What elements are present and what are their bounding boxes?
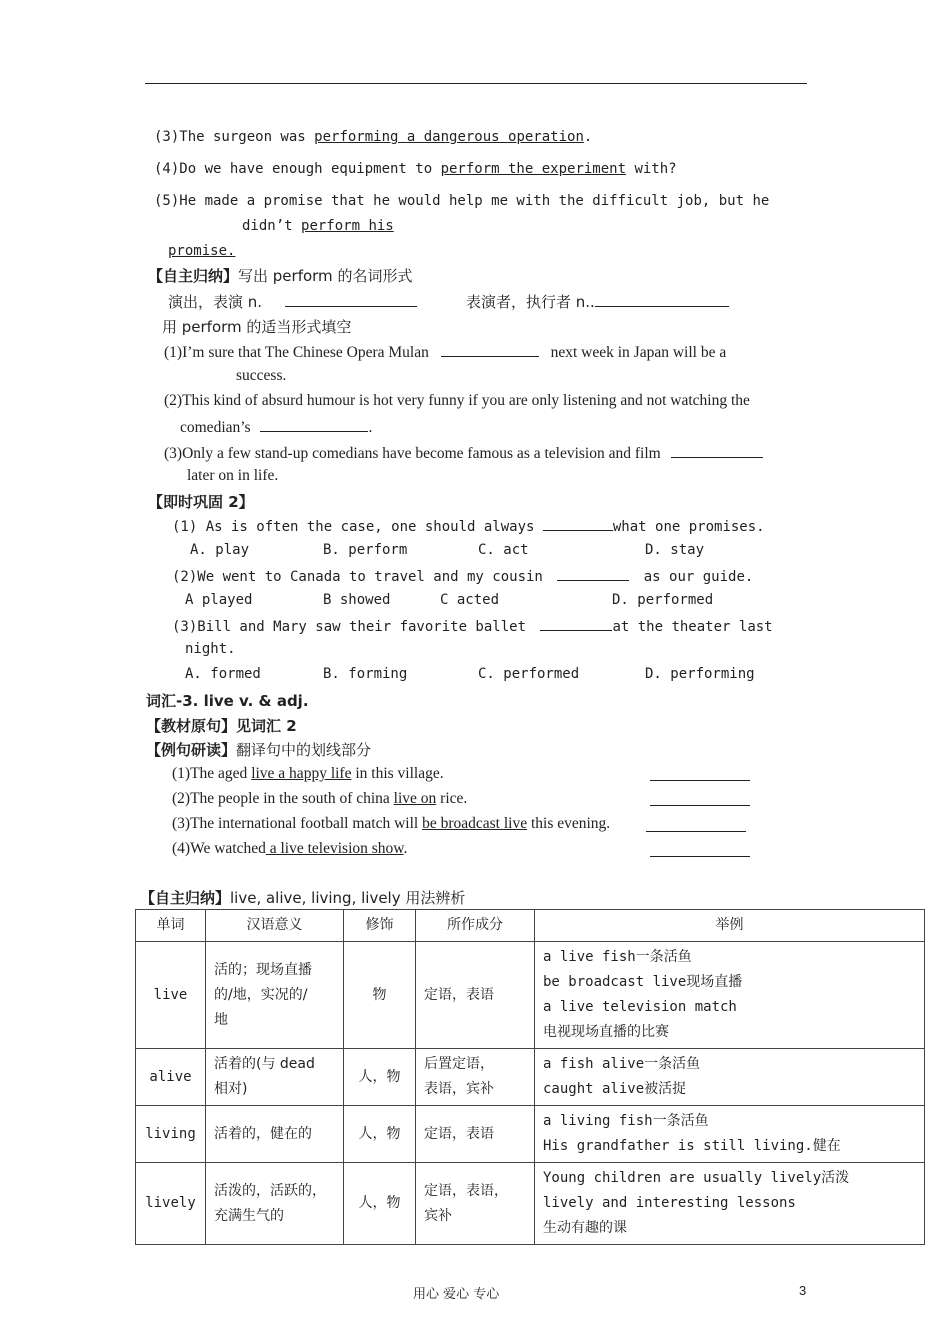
q3-option-c[interactable]: C. performed	[478, 666, 580, 682]
word-cell: alive	[136, 1049, 206, 1106]
table-header-row	[136, 910, 925, 942]
fill-question-2-line2: comedian’s .	[180, 419, 373, 436]
q2-option-d[interactable]: D. performed	[612, 592, 714, 608]
table-row	[136, 1106, 925, 1163]
answer-blank[interactable]	[650, 791, 750, 806]
q1-option-d[interactable]: D. stay	[645, 542, 705, 558]
live-example-3: (3)The international football match will be broadcast live this evening.	[172, 815, 611, 832]
practice-question-1: (1) As is often the case, one should always what one promises.	[172, 516, 765, 535]
modifies-cell: 物	[344, 942, 416, 1049]
q2-option-a[interactable]: A played	[185, 592, 253, 608]
word-cell: living	[136, 1106, 206, 1163]
study-heading: 【例句研读】翻译句中的划线部分	[146, 741, 372, 759]
table-header: 修饰	[344, 910, 416, 942]
page-number: 3	[799, 1283, 807, 1298]
live-example-2: (2)The people in the south of china live on rice.	[172, 790, 468, 807]
answer-blank[interactable]	[650, 842, 750, 857]
example-sentence-4: (4)Do we have enough equipment to perform the experiment with?	[154, 161, 677, 177]
answer-blank[interactable]	[285, 292, 417, 307]
q3-option-a[interactable]: A. formed	[185, 666, 261, 682]
summary-heading: 【自主归纳】写出 perform 的名词形式	[148, 267, 413, 285]
fill-instruction: 用 perform 的适当形式填空	[162, 318, 352, 336]
q2-option-b[interactable]: B showed	[323, 592, 391, 608]
role-cell: 定语，表语， 宾补	[416, 1163, 535, 1245]
q3-option-d[interactable]: D. performing	[645, 666, 755, 682]
word-cell: lively	[136, 1163, 206, 1245]
footer-motto: 用心 爱心 专心	[413, 1287, 500, 1302]
answer-blank[interactable]	[441, 342, 539, 357]
modifies-cell: 人，物	[344, 1163, 416, 1245]
table-row	[136, 1049, 925, 1106]
fill-question-2: (2)This kind of absurd humour is hot very funny if you are only listening and not watching the	[164, 392, 750, 409]
q1-option-a[interactable]: A. play	[190, 542, 250, 558]
example-sentence-5-line2: didn’t perform his	[242, 218, 394, 234]
vocab-heading: 词汇-3. live v. & adj.	[146, 692, 309, 710]
modifies-cell: 人，物	[344, 1049, 416, 1106]
examples-cell: a live fish一条活鱼 be broadcast live现场直播 a live television match 电视现场直播的比赛	[535, 942, 925, 1049]
usage-table	[135, 909, 925, 1245]
q3-option-b[interactable]: B. forming	[323, 666, 408, 682]
role-cell: 后置定语， 表语，宾补	[416, 1049, 535, 1106]
answer-blank[interactable]	[595, 292, 729, 307]
role-cell: 定语，表语	[416, 942, 535, 1049]
noun-form-1: 演出，表演 n.	[168, 291, 417, 312]
source-sentence-heading: 【教材原句】见词汇 2	[146, 717, 297, 735]
usage-heading: 【自主归纳】live, alive, living, lively 用法辨析	[140, 889, 466, 907]
answer-blank[interactable]	[540, 616, 612, 631]
table-row	[136, 942, 925, 1049]
practice-question-2: (2)We went to Canada to travel and my cousin as our guide.	[172, 566, 753, 585]
answer-blank[interactable]	[543, 516, 613, 531]
role-cell: 定语，表语	[416, 1106, 535, 1163]
examples-cell: a living fish一条活鱼 His grandfather is still living.健在	[535, 1106, 925, 1163]
examples-cell: a fish alive一条活鱼 caught alive被活捉	[535, 1049, 925, 1106]
example-sentence-3: (3)The surgeon was performing a dangerous operation.	[154, 129, 593, 145]
noun-form-2: 表演者，执行者 n..	[466, 291, 729, 312]
meaning-cell: 活着的(与 dead 相对)	[206, 1049, 344, 1106]
q2-option-c[interactable]: C acted	[440, 592, 500, 608]
practice-heading: 【即时巩固 2】	[148, 493, 254, 511]
live-example-1: (1)The aged live a happy life in this village.	[172, 765, 444, 782]
answer-blank[interactable]	[260, 417, 368, 432]
examples-cell: Young children are usually lively活泼 lively and interesting lessons 生动有趣的课	[535, 1163, 925, 1245]
fill-question-3: (3)Only a few stand-up comedians have become famous as a television and film	[164, 443, 763, 463]
answer-blank[interactable]	[650, 766, 750, 781]
answer-blank[interactable]	[646, 817, 746, 832]
table-row	[136, 1163, 925, 1245]
table-header: 单词	[136, 910, 206, 942]
modifies-cell: 人，物	[344, 1106, 416, 1163]
live-example-4: (4)We watched a live television show.	[172, 840, 408, 857]
answer-blank[interactable]	[557, 566, 629, 581]
table-header: 举例	[535, 910, 925, 942]
example-sentence-5: (5)He made a promise that he would help me with the difficult job, but he	[154, 193, 770, 209]
word-cell: live	[136, 942, 206, 1049]
fill-question-3-line2: later on in life.	[187, 467, 279, 484]
meaning-cell: 活的；现场直播 的/地，实况的/ 地	[206, 942, 344, 1049]
meaning-cell: 活着的，健在的	[206, 1106, 344, 1163]
table-header: 所作成分	[416, 910, 535, 942]
q1-option-b[interactable]: B. perform	[323, 542, 408, 558]
example-sentence-5-line3: promise.	[168, 243, 236, 259]
practice-question-3-line2: night.	[185, 641, 236, 657]
answer-blank[interactable]	[671, 443, 763, 458]
practice-question-3: (3)Bill and Mary saw their favorite ballet at the theater last	[172, 616, 773, 635]
table-header: 汉语意义	[206, 910, 344, 942]
fill-question-1-line2: success.	[236, 367, 287, 384]
fill-question-1: (1)I’m sure that The Chinese Opera Mulan next week in Japan will be a	[164, 344, 727, 361]
header-rule	[145, 83, 807, 84]
q1-option-c[interactable]: C. act	[478, 542, 529, 558]
meaning-cell: 活泼的，活跃的， 充满生气的	[206, 1163, 344, 1245]
